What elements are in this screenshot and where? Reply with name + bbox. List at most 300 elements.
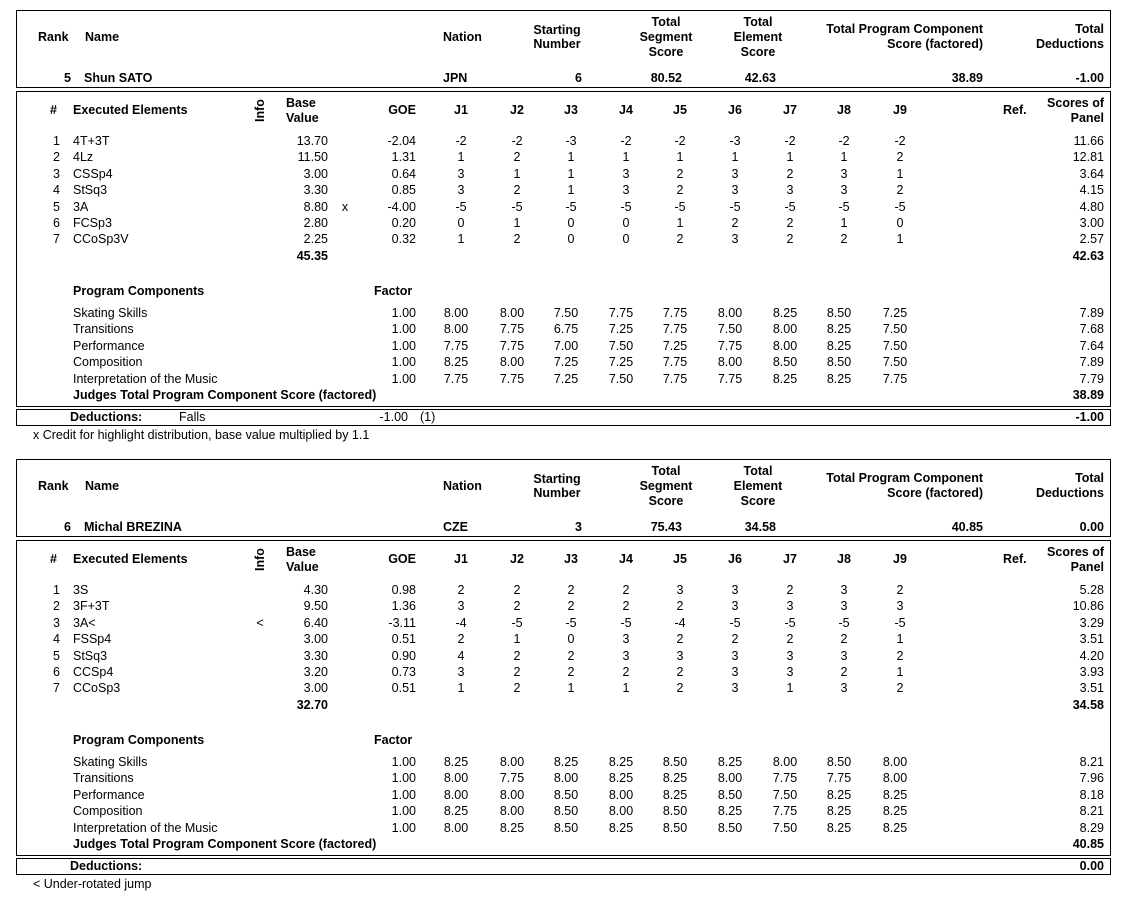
element-base-value: 3.30 (303, 648, 328, 663)
element-judge-score: 2 (676, 632, 684, 647)
tss-label: Total (651, 15, 681, 29)
element-judge-score: -5 (838, 199, 850, 214)
element-panel-score: 3.51 (1079, 681, 1104, 696)
element-base-value: 3.00 (303, 632, 328, 647)
element-base-value: 4.30 (303, 583, 328, 597)
component-judge-score: 8.25 (772, 306, 798, 320)
component-judge-score: 8.25 (882, 820, 908, 835)
judges-total-pcs-value: 38.89 (1072, 388, 1104, 402)
component-name: Composition (73, 804, 143, 819)
footnote: x Credit for highlight distribution, base value multiplied by 1.1 (33, 428, 370, 442)
element-judge-score: -5 (729, 199, 741, 214)
element-goe: 0.85 (391, 183, 416, 198)
component-judge-score: 8.00 (882, 771, 908, 786)
component-factor: 1.00 (391, 322, 416, 337)
deductions-header-label: Deductions (1035, 486, 1104, 500)
component-judge-score: 8.00 (499, 306, 525, 320)
element-base-value: 6.40 (303, 615, 328, 630)
element-judge-score: -5 (894, 615, 906, 630)
element-judge-score: 2 (786, 216, 794, 230)
component-panel-score: 8.21 (1079, 804, 1104, 819)
element-judge-score: -5 (620, 199, 632, 214)
tes-total: 34.58 (1072, 698, 1104, 712)
component-factor: 1.00 (391, 755, 416, 769)
element-judge-score: -4 (674, 615, 686, 630)
element-judge-score: 1 (896, 632, 904, 647)
tes-value: 42.63 (744, 71, 776, 85)
element-name: 4Lz (73, 150, 94, 165)
element-judge-score: 2 (676, 232, 684, 247)
deductions-total: 0.00 (1079, 859, 1104, 873)
component-judge-score: 8.00 (443, 787, 469, 802)
element-judge-score: 3 (622, 632, 630, 647)
component-panel-score: 7.64 (1079, 338, 1104, 353)
element-goe: 0.73 (391, 665, 416, 679)
component-judge-score: 7.75 (882, 371, 908, 386)
element-judge-score: 2 (567, 648, 575, 663)
element-panel-score: 4.80 (1079, 199, 1104, 214)
element-goe: 0.90 (391, 648, 416, 663)
element-judge-score: -2 (838, 134, 850, 148)
executed-elements-label: Executed Elements (73, 103, 188, 117)
element-panel-score: 3.64 (1079, 166, 1104, 181)
component-judge-score: 8.50 (772, 355, 798, 370)
component-judge-score: 8.25 (553, 755, 579, 769)
judges-total-pcs-label: Judges Total Program Component Score (factored) (73, 837, 377, 851)
base-value-total: 45.35 (296, 249, 328, 263)
component-judge-score: 7.75 (443, 338, 469, 353)
factor-label: Factor (374, 284, 413, 298)
judge-label: J6 (728, 552, 742, 566)
component-judge-score: 8.25 (443, 755, 469, 769)
starting-number-label: Starting (533, 23, 581, 37)
component-factor: 1.00 (391, 355, 416, 370)
executed-elements-label: Executed Elements (73, 552, 188, 566)
component-judge-score: 7.75 (499, 371, 525, 386)
element-judge-score: 1 (786, 150, 794, 165)
component-judge-score: 8.00 (443, 771, 469, 786)
element-judge-score: 3 (731, 665, 739, 679)
element-number: 5 (53, 648, 60, 663)
component-judge-score: 8.00 (717, 306, 743, 320)
component-judge-score: 8.00 (608, 804, 634, 819)
element-judge-score: 1 (896, 232, 904, 247)
deductions-box (16, 858, 1111, 875)
element-judge-score: 3 (457, 599, 465, 614)
tes-total: 42.63 (1072, 249, 1104, 263)
tss-label: Score (648, 45, 684, 59)
element-judge-score: 2 (513, 150, 521, 165)
element-panel-score: 3.93 (1079, 665, 1104, 679)
tss-label: Score (648, 494, 684, 508)
element-judge-score: 1 (567, 150, 575, 165)
judge-label: J1 (454, 552, 468, 566)
component-judge-score: 8.00 (608, 787, 634, 802)
rank-value: 5 (64, 71, 71, 85)
element-name: CCoSp3 (73, 681, 121, 696)
component-judge-score: 8.25 (608, 771, 634, 786)
tes-label: Total (743, 15, 773, 29)
element-judge-score: 2 (457, 583, 465, 597)
judge-label: J5 (673, 103, 687, 117)
component-judge-score: 8.25 (882, 804, 908, 819)
tes-label: Score (740, 45, 776, 59)
component-judge-score: 8.25 (608, 820, 634, 835)
component-judge-score: 8.25 (443, 804, 469, 819)
component-factor: 1.00 (391, 820, 416, 835)
judge-label: J8 (837, 103, 851, 117)
component-judge-score: 7.75 (826, 771, 852, 786)
element-judge-score: -5 (620, 615, 632, 630)
element-judge-score: 4 (457, 648, 465, 663)
component-judge-score: 7.50 (882, 338, 908, 353)
component-panel-score: 7.68 (1079, 322, 1104, 337)
tss-label: Segment (639, 479, 693, 493)
element-judge-score: 3 (840, 583, 848, 597)
element-judge-score: 2 (676, 183, 684, 198)
judge-label: J9 (893, 552, 907, 566)
element-judge-score: 1 (513, 216, 521, 230)
element-base-value: 8.80 (303, 199, 328, 214)
nation-value: CZE (443, 520, 468, 534)
ref-label: Ref. (1003, 552, 1027, 566)
component-panel-score: 7.89 (1079, 306, 1104, 320)
element-number: 1 (53, 583, 60, 597)
element-judge-score: 3 (622, 166, 630, 181)
element-panel-score: 10.86 (1072, 599, 1104, 614)
component-judge-score: 8.25 (826, 787, 852, 802)
judge-label: J5 (673, 552, 687, 566)
element-judge-score: 1 (840, 150, 848, 165)
judge-label: J4 (619, 103, 633, 117)
component-judge-score: 7.50 (717, 322, 743, 337)
element-judge-score: -5 (674, 199, 686, 214)
starting-number-label: Number (533, 486, 581, 500)
element-name: 3A< (73, 615, 96, 630)
judge-label: J7 (783, 552, 797, 566)
element-judge-score: 2 (896, 648, 904, 663)
component-name: Transitions (73, 771, 134, 786)
element-judge-score: 1 (676, 150, 684, 165)
component-judge-score: 7.50 (608, 371, 634, 386)
component-judge-score: 8.25 (826, 371, 852, 386)
element-judge-score: 0 (567, 232, 575, 247)
component-judge-score: 8.00 (499, 787, 525, 802)
element-panel-score: 5.28 (1079, 583, 1104, 597)
element-judge-score: 2 (622, 583, 630, 597)
element-judge-score: 2 (513, 583, 521, 597)
element-judge-score: 2 (786, 232, 794, 247)
num-label: # (50, 103, 57, 117)
component-judge-score: 7.75 (499, 338, 525, 353)
component-judge-score: 7.75 (608, 306, 634, 320)
element-goe: 0.64 (391, 166, 416, 181)
element-goe: 0.32 (391, 232, 416, 247)
component-judge-score: 8.50 (826, 355, 852, 370)
element-base-value: 11.50 (297, 150, 328, 165)
element-judge-score: 1 (786, 681, 794, 696)
deduction-count: (1) (420, 410, 436, 424)
element-goe: 0.98 (391, 583, 416, 597)
element-judge-score: 3 (457, 665, 465, 679)
element-judge-score: 3 (676, 648, 684, 663)
base-value-label: Value (286, 560, 319, 574)
component-judge-score: 7.50 (882, 322, 908, 337)
element-judge-score: 1 (513, 632, 521, 647)
component-judge-score: 8.25 (826, 804, 852, 819)
element-base-value: 3.00 (303, 166, 328, 181)
component-name: Skating Skills (73, 755, 148, 769)
element-goe: 0.51 (391, 632, 416, 647)
component-judge-score: 6.75 (553, 322, 579, 337)
element-judge-score: 2 (513, 648, 521, 663)
nation-label: Nation (443, 30, 482, 44)
component-judge-score: 7.50 (608, 338, 634, 353)
program-components-label: Program Components (73, 733, 205, 747)
element-judge-score: 2 (786, 632, 794, 647)
tpcs-label: Total Program Component (826, 471, 983, 485)
element-judge-score: 1 (457, 681, 465, 696)
element-judge-score: 0 (622, 216, 630, 230)
component-judge-score: 7.75 (717, 371, 743, 386)
component-panel-score: 7.96 (1079, 771, 1104, 786)
element-judge-score: 2 (622, 665, 630, 679)
element-judge-score: 1 (731, 150, 739, 165)
component-judge-score: 8.25 (826, 322, 852, 337)
rank-label: Rank (38, 479, 69, 493)
component-judge-score: 8.50 (826, 306, 852, 320)
base-value-label: Base (286, 96, 316, 110)
tes-value: 34.58 (744, 520, 776, 534)
element-judge-score: 2 (896, 150, 904, 165)
element-judge-score: 1 (457, 232, 465, 247)
component-judge-score: 7.75 (662, 355, 688, 370)
element-judge-score: 2 (840, 665, 848, 679)
element-judge-score: 2 (896, 183, 904, 198)
element-judge-score: 1 (622, 681, 630, 696)
nation-value: JPN (443, 71, 468, 85)
deductions-header-label: Total (1075, 471, 1104, 485)
element-judge-score: -2 (674, 134, 686, 148)
component-judge-score: 8.25 (443, 355, 469, 370)
element-number: 2 (53, 150, 60, 165)
element-judge-score: 3 (731, 166, 739, 181)
element-judge-score: 1 (896, 166, 904, 181)
info-label: Info (252, 99, 267, 122)
judge-label: J2 (510, 103, 524, 117)
component-judge-score: 8.50 (553, 804, 579, 819)
element-judge-score: -5 (511, 615, 523, 630)
component-judge-score: 8.25 (826, 338, 852, 353)
component-judge-score: 7.50 (772, 787, 798, 802)
skater-name: Michal BREZINA (84, 520, 182, 534)
component-judge-score: 8.00 (882, 755, 908, 769)
element-judge-score: 2 (786, 583, 794, 597)
starting-number-label: Number (533, 37, 581, 51)
element-name: FSSp4 (73, 632, 112, 647)
element-judge-score: 2 (676, 166, 684, 181)
element-judge-score: 3 (840, 166, 848, 181)
element-judge-score: 1 (896, 665, 904, 679)
element-judge-score: -5 (784, 615, 796, 630)
element-panel-score: 3.00 (1079, 216, 1104, 230)
deduction-value: -1.00 (379, 410, 408, 424)
scores-of-panel-label: Scores of (1047, 545, 1104, 559)
component-factor: 1.00 (391, 371, 416, 386)
num-label: # (50, 552, 57, 566)
component-judge-score: 8.00 (772, 755, 798, 769)
component-judge-score: 7.25 (553, 371, 579, 386)
tss-label: Total (651, 464, 681, 478)
element-judge-score: 1 (513, 166, 521, 181)
deductions-header-label: Deductions (1035, 37, 1104, 51)
element-judge-score: -5 (455, 199, 467, 214)
element-name: FCSp3 (73, 216, 112, 230)
element-name: StSq3 (73, 183, 108, 198)
component-name: Skating Skills (73, 306, 148, 320)
element-base-value: 2.25 (303, 232, 328, 247)
component-judge-score: 8.25 (662, 787, 688, 802)
component-judge-score: 8.00 (772, 322, 798, 337)
element-judge-score: 2 (567, 599, 575, 614)
component-judge-score: 8.25 (772, 371, 798, 386)
deductions-label: Deductions: (70, 410, 143, 424)
program-components-label: Program Components (73, 284, 205, 298)
element-judge-score: 3 (731, 648, 739, 663)
element-judge-score: 2 (513, 665, 521, 679)
component-judge-score: 8.50 (717, 787, 743, 802)
component-panel-score: 8.18 (1079, 787, 1104, 802)
skater-section (0, 0, 1125, 440)
element-judge-score: 3 (840, 599, 848, 614)
component-judge-score: 8.25 (882, 787, 908, 802)
component-judge-score: 8.25 (826, 820, 852, 835)
component-judge-score: 7.75 (443, 371, 469, 386)
component-panel-score: 7.89 (1079, 355, 1104, 370)
element-judge-score: 3 (731, 232, 739, 247)
element-judge-score: 3 (840, 681, 848, 696)
component-judge-score: 7.00 (553, 338, 579, 353)
element-judge-score: 2 (567, 583, 575, 597)
element-judge-score: -4 (455, 615, 467, 630)
tss-value: 80.52 (650, 71, 682, 85)
element-judge-score: 1 (457, 150, 465, 165)
name-label: Name (85, 479, 120, 493)
element-judge-score: 2 (676, 665, 684, 679)
element-judge-score: -2 (511, 134, 523, 148)
element-judge-score: 2 (731, 632, 739, 647)
element-judge-score: 3 (786, 183, 794, 198)
element-panel-score: 2.57 (1079, 232, 1104, 247)
element-judge-score: 2 (896, 681, 904, 696)
tpcs-label: Score (factored) (887, 486, 983, 500)
factor-label: Factor (374, 733, 413, 747)
element-number: 4 (53, 183, 60, 198)
component-panel-score: 8.21 (1079, 755, 1104, 769)
element-goe: 0.20 (391, 216, 416, 230)
info-label: Info (252, 548, 267, 571)
element-panel-score: 12.81 (1072, 150, 1104, 165)
component-judge-score: 8.00 (772, 338, 798, 353)
judge-label: J7 (783, 103, 797, 117)
deductions-header-label: Total (1075, 22, 1104, 36)
ref-label: Ref. (1003, 103, 1027, 117)
element-judge-score: 2 (513, 599, 521, 614)
tes-label: Total (743, 464, 773, 478)
deductions-label: Deductions: (70, 859, 143, 873)
element-goe: -3.11 (388, 615, 416, 630)
element-judge-score: 2 (840, 232, 848, 247)
element-number: 4 (53, 632, 60, 647)
component-judge-score: 8.25 (608, 755, 634, 769)
component-judge-score: 7.25 (608, 322, 634, 337)
element-judge-score: -2 (784, 134, 796, 148)
element-name: CSSp4 (73, 166, 113, 181)
element-panel-score: 4.15 (1079, 183, 1104, 198)
judge-label: J8 (837, 552, 851, 566)
component-judge-score: 8.00 (499, 804, 525, 819)
component-judge-score: 8.00 (553, 771, 579, 786)
component-judge-score: 7.75 (499, 322, 525, 337)
component-name: Transitions (73, 322, 134, 337)
component-judge-score: 7.75 (772, 771, 798, 786)
element-judge-score: 3 (896, 599, 904, 614)
component-name: Performance (73, 787, 145, 802)
element-judge-score: 0 (567, 632, 575, 647)
starting-number-label: Starting (533, 472, 581, 486)
element-judge-score: -5 (838, 615, 850, 630)
component-judge-score: 7.75 (662, 371, 688, 386)
scores-of-panel-label: Panel (1070, 111, 1104, 125)
tpcs-value: 38.89 (951, 71, 983, 85)
tss-label: Segment (639, 30, 693, 44)
element-judge-score: -5 (565, 615, 577, 630)
component-panel-score: 7.79 (1079, 371, 1104, 386)
component-judge-score: 8.00 (717, 771, 743, 786)
component-judge-score: 8.25 (717, 755, 743, 769)
component-judge-score: 8.50 (717, 820, 743, 835)
element-judge-score: -5 (784, 199, 796, 214)
element-base-value: 13.70 (296, 134, 328, 148)
element-name: 3F+3T (73, 599, 110, 614)
element-judge-score: 3 (786, 648, 794, 663)
element-bonus-marker: x (341, 199, 349, 214)
judge-label: J9 (893, 103, 907, 117)
component-judge-score: 7.75 (499, 771, 525, 786)
component-judge-score: 8.50 (662, 755, 688, 769)
element-judge-score: 3 (731, 681, 739, 696)
component-judge-score: 8.50 (662, 804, 688, 819)
element-goe: 1.36 (391, 599, 416, 614)
deduction-type: Falls (179, 410, 206, 424)
tes-label: Score (740, 494, 776, 508)
element-judge-score: 2 (622, 599, 630, 614)
skater-section (0, 449, 1125, 889)
element-base-value: 3.20 (303, 665, 328, 679)
judge-label: J3 (564, 552, 578, 566)
element-judge-score: 2 (731, 216, 739, 230)
element-judge-score: 1 (567, 166, 575, 181)
component-name: Composition (73, 355, 143, 370)
judge-label: J1 (454, 103, 468, 117)
judge-label: J2 (510, 552, 524, 566)
element-judge-score: 1 (567, 681, 575, 696)
component-factor: 1.00 (391, 804, 416, 819)
component-factor: 1.00 (391, 338, 416, 353)
judge-label: J6 (728, 103, 742, 117)
element-judge-score: 3 (457, 183, 465, 198)
component-factor: 1.00 (391, 771, 416, 786)
